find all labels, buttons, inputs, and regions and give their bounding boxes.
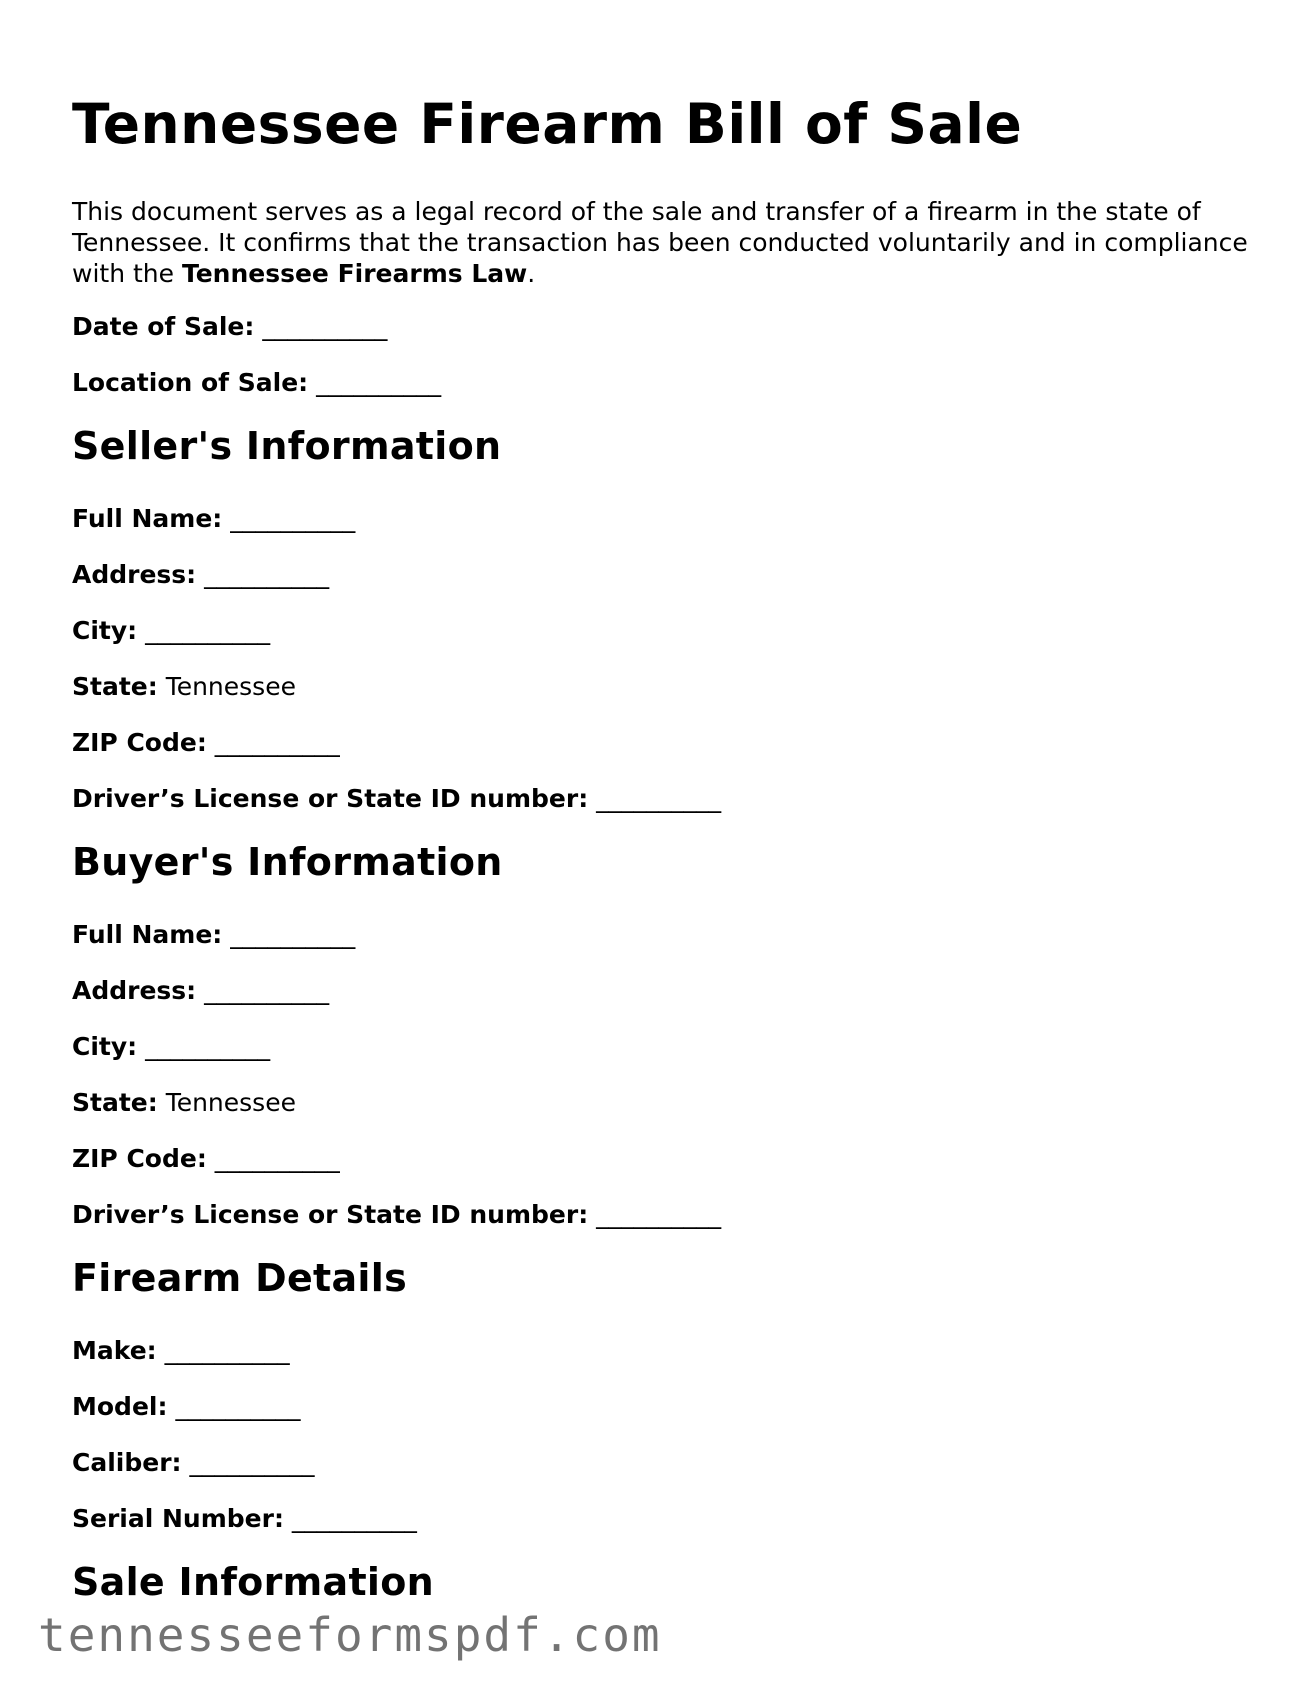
buyer-full-name-field [72,919,1252,950]
field-value: __________ [230,920,356,949]
intro-law-name: Tennessee Firearms Law [181,259,528,288]
field-label: State: [72,1088,158,1117]
field-label: Address: [72,560,197,589]
field-value: __________ [164,1336,290,1365]
seller-state-field [72,671,1252,702]
seller-zip-field [72,727,1252,758]
firearm-heading: Firearm Details [72,1256,407,1300]
intro-end: . [527,259,536,288]
field-label: Full Name: [72,504,223,533]
field-value: __________ [145,616,271,645]
field-label: Driver’s License or State ID number: [72,784,589,813]
document-title: Tennessee Firearm Bill of Sale [72,92,1023,156]
seller-full-name-field [72,503,1252,534]
field-value: __________ [291,1504,417,1533]
field-label: State: [72,672,158,701]
field-label: Full Name: [72,920,223,949]
field-value: Tennessee [165,1088,296,1117]
field-label: Caliber: [72,1448,182,1477]
firearm-serial-number-field [72,1503,1252,1534]
field-label: Make: [72,1336,157,1365]
firearm-caliber-field [72,1447,1252,1478]
buyer-city-field [72,1031,1252,1062]
field-value: __________ [204,560,330,589]
intro-paragraph [72,196,1252,289]
field-label: Location of Sale: [72,368,309,397]
field-label: City: [72,1032,138,1061]
field-value: Tennessee [165,672,296,701]
sale-information-heading: Sale Information [72,1560,434,1604]
buyer-heading: Buyer's Information [72,840,503,884]
field-label: Serial Number: [72,1504,284,1533]
date-of-sale-field [72,311,1252,342]
field-value: __________ [204,976,330,1005]
seller-city-field [72,615,1252,646]
buyer-zip-field [72,1143,1252,1174]
field-value: __________ [230,504,356,533]
field-value: __________ [214,1144,340,1173]
location-of-sale-field [72,367,1252,398]
firearm-make-field [72,1335,1252,1366]
field-value: __________ [214,728,340,757]
firearm-model-field [72,1391,1252,1422]
field-label: ZIP Code: [72,728,207,757]
field-label: City: [72,616,138,645]
seller-address-field [72,559,1252,590]
field-label: Date of Sale: [72,312,255,341]
document-page [72,88,1252,1639]
field-value: __________ [262,312,388,341]
field-value: __________ [596,784,722,813]
field-value: __________ [175,1392,301,1421]
buyer-address-field [72,975,1252,1006]
field-label: Model: [72,1392,168,1421]
seller-heading: Seller's Information [72,424,502,468]
field-label: Driver’s License or State ID number: [72,1200,589,1229]
field-value: __________ [316,368,442,397]
buyer-id-number-field [72,1199,1252,1230]
seller-id-number-field [72,783,1252,814]
site-watermark: tennesseeformspdf.com [38,1608,662,1662]
field-value: __________ [189,1448,315,1477]
field-label: Address: [72,976,197,1005]
field-value: __________ [145,1032,271,1061]
field-label: ZIP Code: [72,1144,207,1173]
field-value: __________ [596,1200,722,1229]
buyer-state-field [72,1087,1252,1118]
intro-text: This document serves as a legal record of the sale and transfer of a firearm in the state of Tennessee. It confirms that the transaction has been conducted voluntarily and in compliance with the [72,197,1248,288]
